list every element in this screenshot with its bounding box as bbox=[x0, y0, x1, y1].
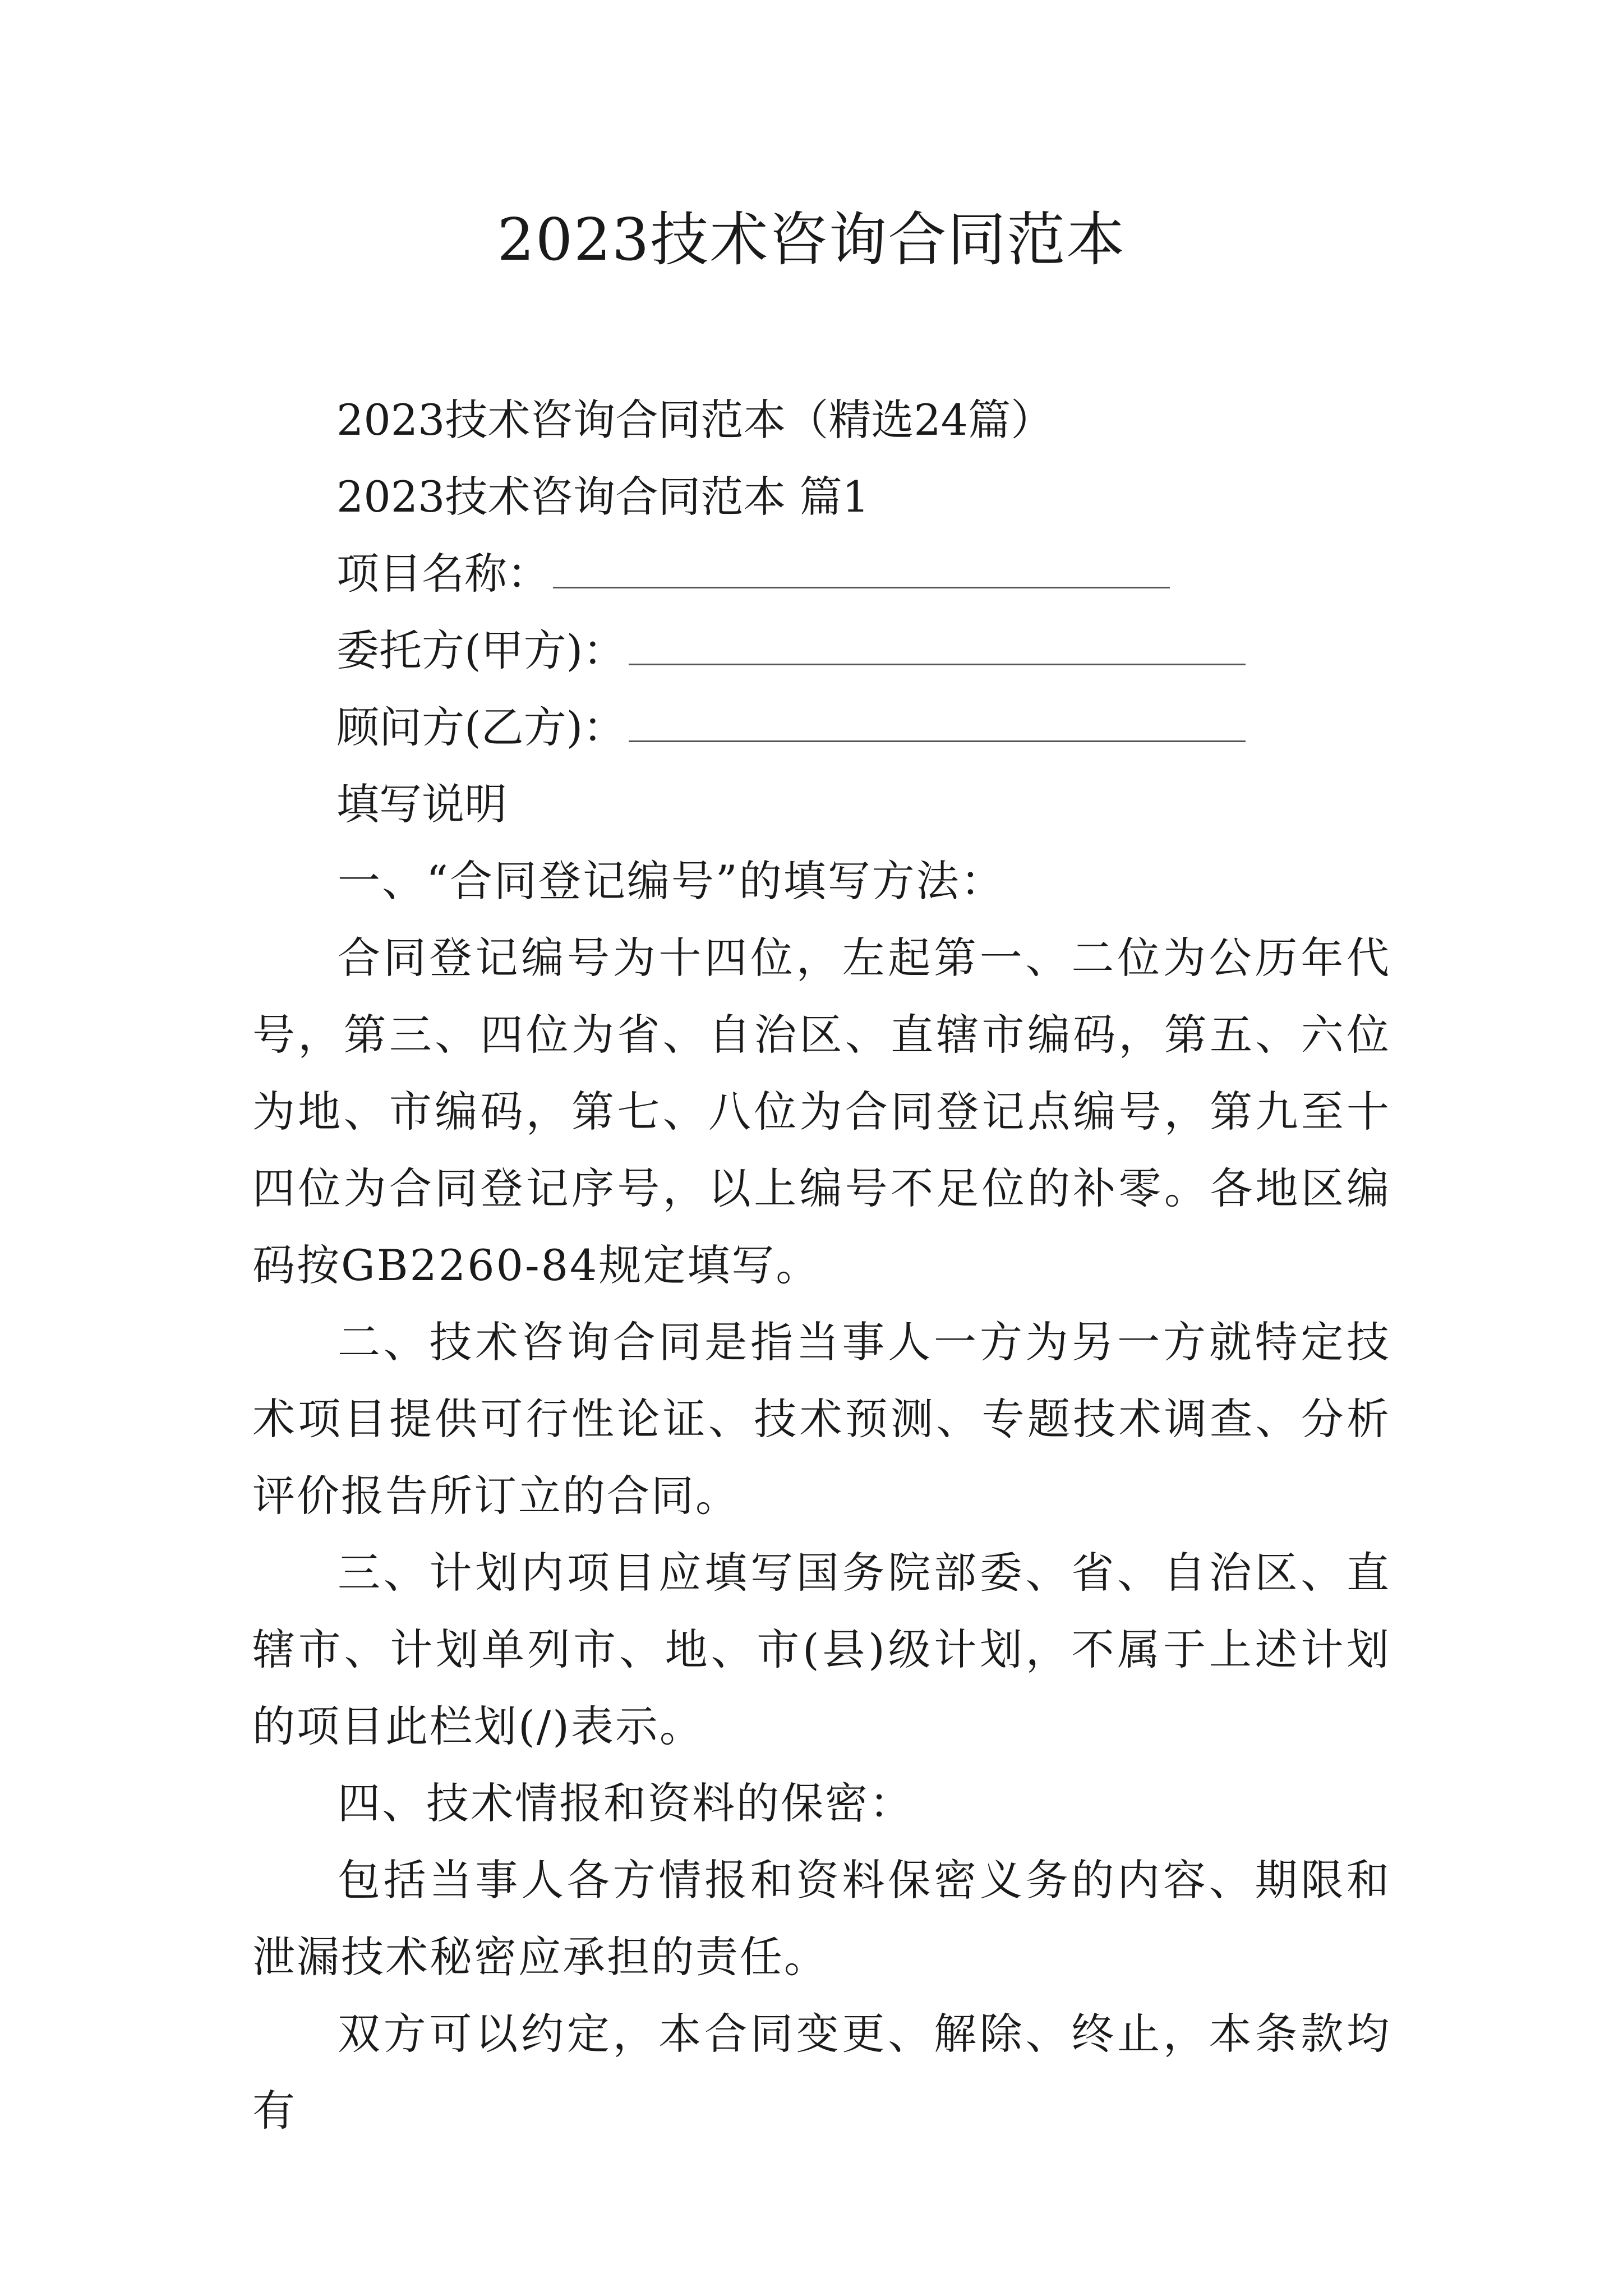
blank-line bbox=[553, 570, 1170, 588]
field-client bbox=[336, 612, 1391, 689]
field-label: 项目名称： bbox=[336, 549, 550, 599]
instructions-heading: 填写说明 bbox=[336, 779, 507, 829]
paragraph: 一、“合同登记编号”的填写方法： bbox=[338, 856, 1005, 906]
field-label: 委托方(甲方)： bbox=[336, 625, 626, 675]
field-project-name bbox=[336, 535, 1391, 612]
document-body bbox=[252, 381, 1391, 2149]
subtitle: 2023技术咨询合同范本（精选24篇） bbox=[336, 395, 1054, 445]
blank-line bbox=[629, 647, 1246, 665]
field-consultant bbox=[336, 689, 1391, 766]
paragraph: 双方可以约定，本合同变更、解除、终止，本条款均有 bbox=[252, 2009, 1391, 2136]
paragraph: 四、技术情报和资料的保密： bbox=[338, 1778, 914, 1828]
paragraph: 三、计划内项目应填写国务院部委、省、自治区、直辖市、计划单列市、地、市(县)级计划，不属于上述计划的项目此栏划(/)表示。 bbox=[252, 1548, 1391, 1751]
paragraph: 包括当事人各方情报和资料保密义务的内容、期限和泄漏技术秘密应承担的责任。 bbox=[252, 1855, 1391, 1982]
section-heading: 2023技术咨询合同范本 篇1 bbox=[336, 472, 869, 522]
field-label: 顾问方(乙方)： bbox=[336, 702, 626, 752]
paragraph: 二、技术咨询合同是指当事人一方为另一方就特定技术项目提供可行性论证、技术预测、专题技术调查、分析评价报告所订立的合同。 bbox=[252, 1317, 1391, 1521]
document-title: 2023技术咨询合同范本 bbox=[497, 205, 1126, 274]
blank-line bbox=[629, 724, 1246, 742]
paragraph: 合同登记编号为十四位，左起第一、二位为公历年代号，第三、四位为省、自治区、直辖市编码，第五、六位为地、市编码，第七、八位为合同登记点编号，第九至十四位为合同登记序号，以上编号不足位的补零。各地区编码按GB2260-84规定填写。 bbox=[252, 933, 1391, 1290]
